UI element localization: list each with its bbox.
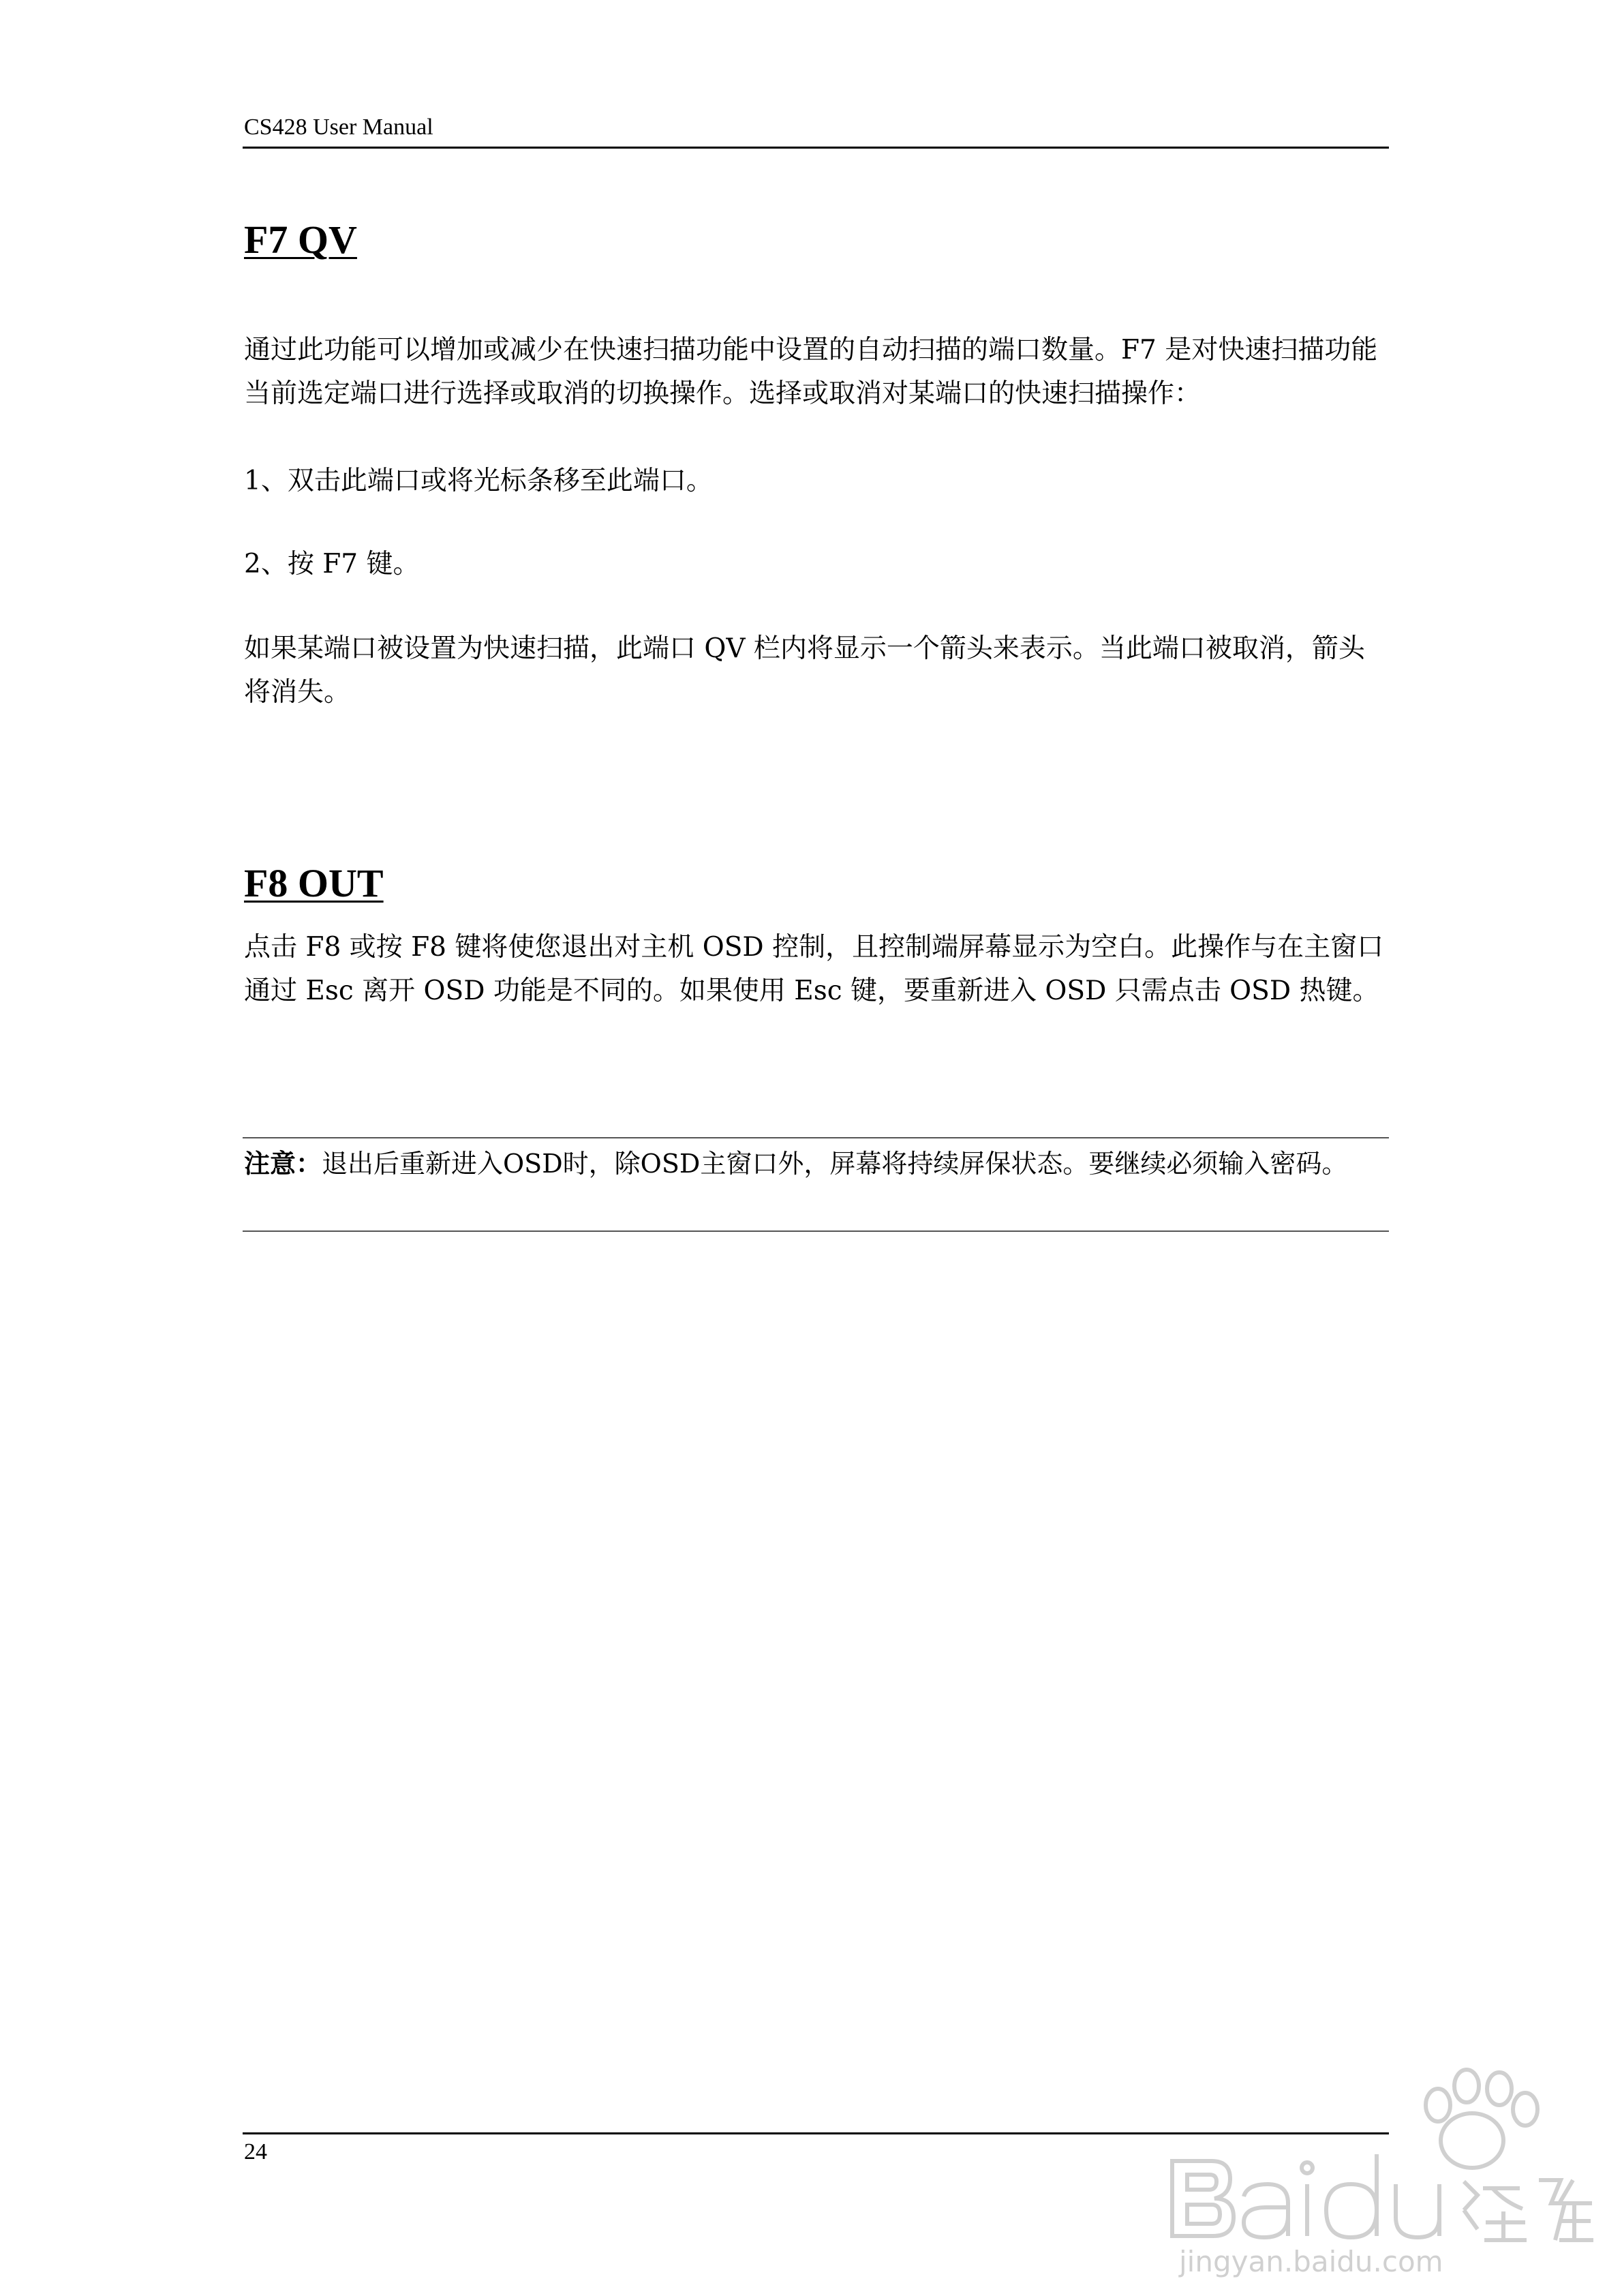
note-box [244,1143,1389,1185]
paragraph-step-1: 1、双击此端口或将光标条移至此端口。 [244,466,713,496]
section-heading-f8-out: F8 OUT [244,861,384,905]
watermark-url: jingyan.baidu.com [1179,2245,1443,2278]
section-heading-f7-qv: F7 QV [244,217,357,262]
header-divider [243,147,1389,149]
note-bottom-divider [243,1230,1389,1232]
paragraph-step-2: 2、按 F7 键。 [244,549,420,579]
paragraph-qv-description: 通过此功能可以增加或减少在快速扫描功能中设置的自动扫描的端口数量。F7 是对快速扫描功能当前选定端口进行选择或取消的切换操作。选择或取消对某端口的快速扫描操作： [244,335,1378,409]
paragraph-out-description: 点击 F8 或按 F8 键将使您退出对主机 OSD 控制，且控制端屏幕显示为空白。此操作与在主窗口通过 Esc 离开 OSD 功能是不同的。如果使用 Esc 键，要重新进入 OSD 只需点击 OSD 热键。 [244,932,1384,1006]
note-text: 退出后重新进入OSD时，除OSD主窗口外，屏幕将持续屏保状态。要继续必须输入密码。 [322,1149,1348,1179]
paragraph-qv-arrow: 如果某端口被设置为快速扫描，此端口 QV 栏内将显示一个箭头来表示。当此端口被取消，箭头将消失。 [244,633,1365,708]
page-number: 24 [244,2139,267,2164]
baidu-jingyan-watermark-logo [1152,2059,1602,2284]
note-label: 注意： [244,1148,322,1179]
header-title: CS428 User Manual [244,115,433,140]
note-top-divider [243,1137,1389,1138]
